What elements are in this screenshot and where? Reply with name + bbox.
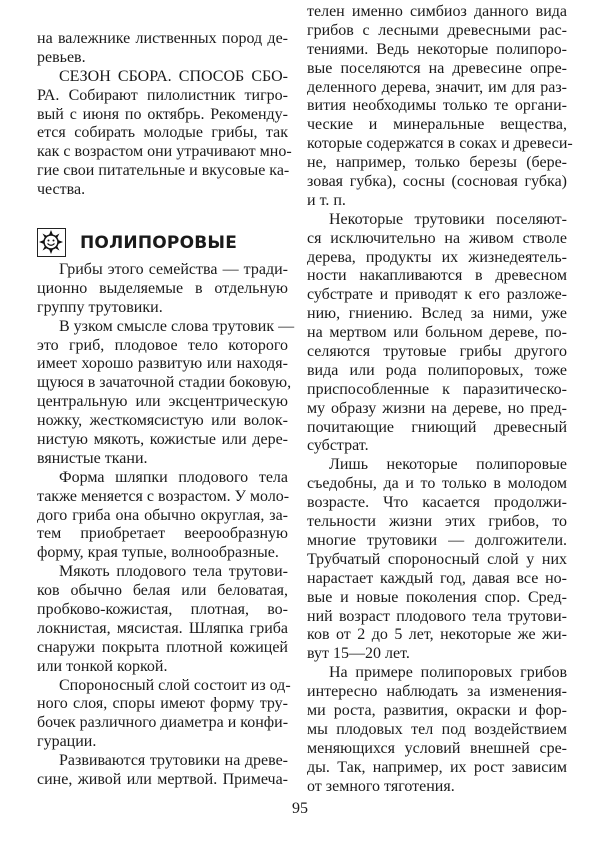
text-line: Трубчатый спороносный слой у них (307, 550, 567, 568)
text-line: тениями. Ведь некоторые полипоро- (307, 40, 567, 58)
text-line: ного слоя, споры имеют форму тру- (37, 695, 288, 713)
text-line: снаружи покрыта плотной кожицей (37, 638, 288, 656)
text-line: субстрат. (307, 437, 369, 455)
text-line: как с возрастом они утрачивают мно- (37, 143, 292, 161)
text-line: субстрате и приводят к его разложе- (307, 286, 567, 304)
text-line: Развиваются трутовики на древе- (59, 752, 288, 770)
text-line: зовая губка), сосны (сосновая губка) (307, 173, 567, 191)
text-line: Спороносный слой состоит из од- (59, 676, 291, 694)
text-line: на мертвом или больном дереве, по- (307, 324, 567, 342)
text-line: локнистая, мясистая. Шляпка гриба (37, 619, 288, 637)
text-line: или тонкой коркой. (37, 657, 168, 675)
text-line: почитающие гниющий древесный (307, 418, 567, 436)
text-line: нистую мякоть, кожистые или дере- (37, 431, 288, 449)
text-line: дерева, продукты их жизнедеятель- (307, 248, 567, 266)
text-line: и т. п. (307, 191, 346, 209)
text-line: вития необходимы только те органи- (307, 97, 567, 115)
text-line: деленного дерева, значит, им для раз- (307, 78, 567, 96)
text-line: грибов с лесными древесными рас- (307, 21, 567, 39)
text-line: ционно выделяемые в отдельную (37, 279, 288, 297)
sun-face-icon (37, 228, 66, 257)
text-line: не, например, только березы (бере- (307, 154, 567, 172)
text-line: меняющихся условий внешней сре- (307, 739, 567, 757)
text-line: Лишь некоторые полипоровые (329, 456, 567, 474)
text-line: гие свои питательные и вкусовые ка- (37, 162, 290, 180)
text-line: Форма шляпки плодового тела (59, 468, 288, 486)
text-line: СЕЗОН СБОРА. СПОСОБ СБО- (59, 67, 288, 85)
text-line: интересно наблюдать за изменения- (307, 683, 567, 701)
text-line: приспособленные к паразитическо- (307, 380, 567, 398)
text-line: вый с июня по октябрь. Рекоменду- (37, 105, 288, 123)
text-line: ми роста, развития, окраски и фор- (307, 701, 567, 719)
text-line: ся исключительно на живом стволе (307, 229, 567, 247)
text-line: ний возраст плодового тела трутови- (307, 607, 567, 625)
text-line: селяются трутовые грибы другого (307, 343, 567, 361)
text-line: ков от 2 до 5 лет, некоторые же жи- (307, 626, 567, 644)
text-line: форму, края тупые, волнообразные. (37, 544, 279, 562)
text-line: от земного тяготения. (307, 777, 455, 795)
page-number: 95 (292, 800, 308, 817)
text-line: мы плодовых тел под воздействием (307, 720, 567, 738)
text-line: вида или рода полипоровых, тоже (307, 361, 567, 379)
left-column-top-text (37, 30, 292, 200)
text-line: На примере полипоровых грибов (329, 664, 567, 682)
section-title: ПОЛИПОРОВЫЕ (80, 232, 238, 253)
text-line: Мякоть плодового тела трутови- (59, 563, 288, 581)
text-line: ножку, жесткомясистую или волок- (37, 412, 288, 430)
text-line: чества. (37, 181, 86, 199)
text-line: нию, гниению. Вслед за ними, уже (307, 305, 567, 323)
text-line: щуюся в зачаточной стадии боковую, (37, 374, 292, 392)
text-line: возрасте. Что касается продолжи- (307, 494, 567, 512)
text-line: центральную или эксцентрическую (37, 393, 288, 411)
text-line: гурации. (37, 733, 97, 751)
text-line: ревьев. (37, 48, 86, 66)
text-line: бочек различного диаметра и конфи- (37, 714, 289, 732)
section-heading (37, 228, 237, 257)
text-line: Некоторые трутовики поселяют- (329, 210, 567, 228)
text-line: съедобны, да и то только в молодом (307, 475, 567, 493)
text-line: имеет хорошо развитую или находя- (37, 355, 288, 373)
text-line: ков обычно белая или беловатая, (37, 582, 288, 600)
text-line: тем приобретает веерообразную (37, 525, 288, 543)
text-line: это гриб, плодовое тело которого (37, 336, 288, 354)
text-line: на валежнике лиственных пород де- (37, 30, 288, 47)
text-line: РА. Собирают пилолистник тигро- (37, 86, 288, 104)
text-line: му образу жизни на дереве, но пред- (307, 399, 567, 417)
text-line: которые содержатся в соках и древеси- (307, 135, 573, 153)
text-line: В узком смысле слова трутовик — (59, 317, 295, 335)
text-line: Грибы этого семейства — тради- (59, 261, 288, 278)
text-line: группу трутовики. (37, 298, 163, 316)
text-line: пробково-кожистая, плотная, во- (37, 601, 288, 619)
text-line: дого гриба она обычно округлая, за- (37, 506, 288, 524)
text-line: многие трутовики — долгожители. (307, 531, 567, 549)
text-line: вянистые ткани. (37, 449, 148, 467)
text-line: ческие и минеральные вещества, (307, 116, 567, 134)
text-line: вут 15—20 лет. (307, 645, 410, 663)
text-line: нарастает каждый год, давая все но- (307, 569, 567, 587)
text-line: вые поселяются на древесине опре- (307, 59, 567, 77)
text-line: ности накапливаются в древесном (307, 267, 567, 285)
text-line: ется собирать молодые грибы, так (37, 124, 288, 142)
text-line: также меняется с возрастом. У моло- (37, 487, 290, 505)
text-line: ды. Так, например, их рост зависим (307, 758, 567, 776)
left-column-main-text (37, 261, 295, 790)
text-line: телен именно симбиоз данного вида (307, 3, 567, 20)
text-line: тельности жизни этих грибов, то (307, 513, 567, 531)
text-line: сине, живой или мертвой. Примеча- (37, 771, 288, 789)
right-column-text (307, 3, 573, 796)
text-line: вые и новые поколения спор. Сред- (307, 588, 567, 606)
